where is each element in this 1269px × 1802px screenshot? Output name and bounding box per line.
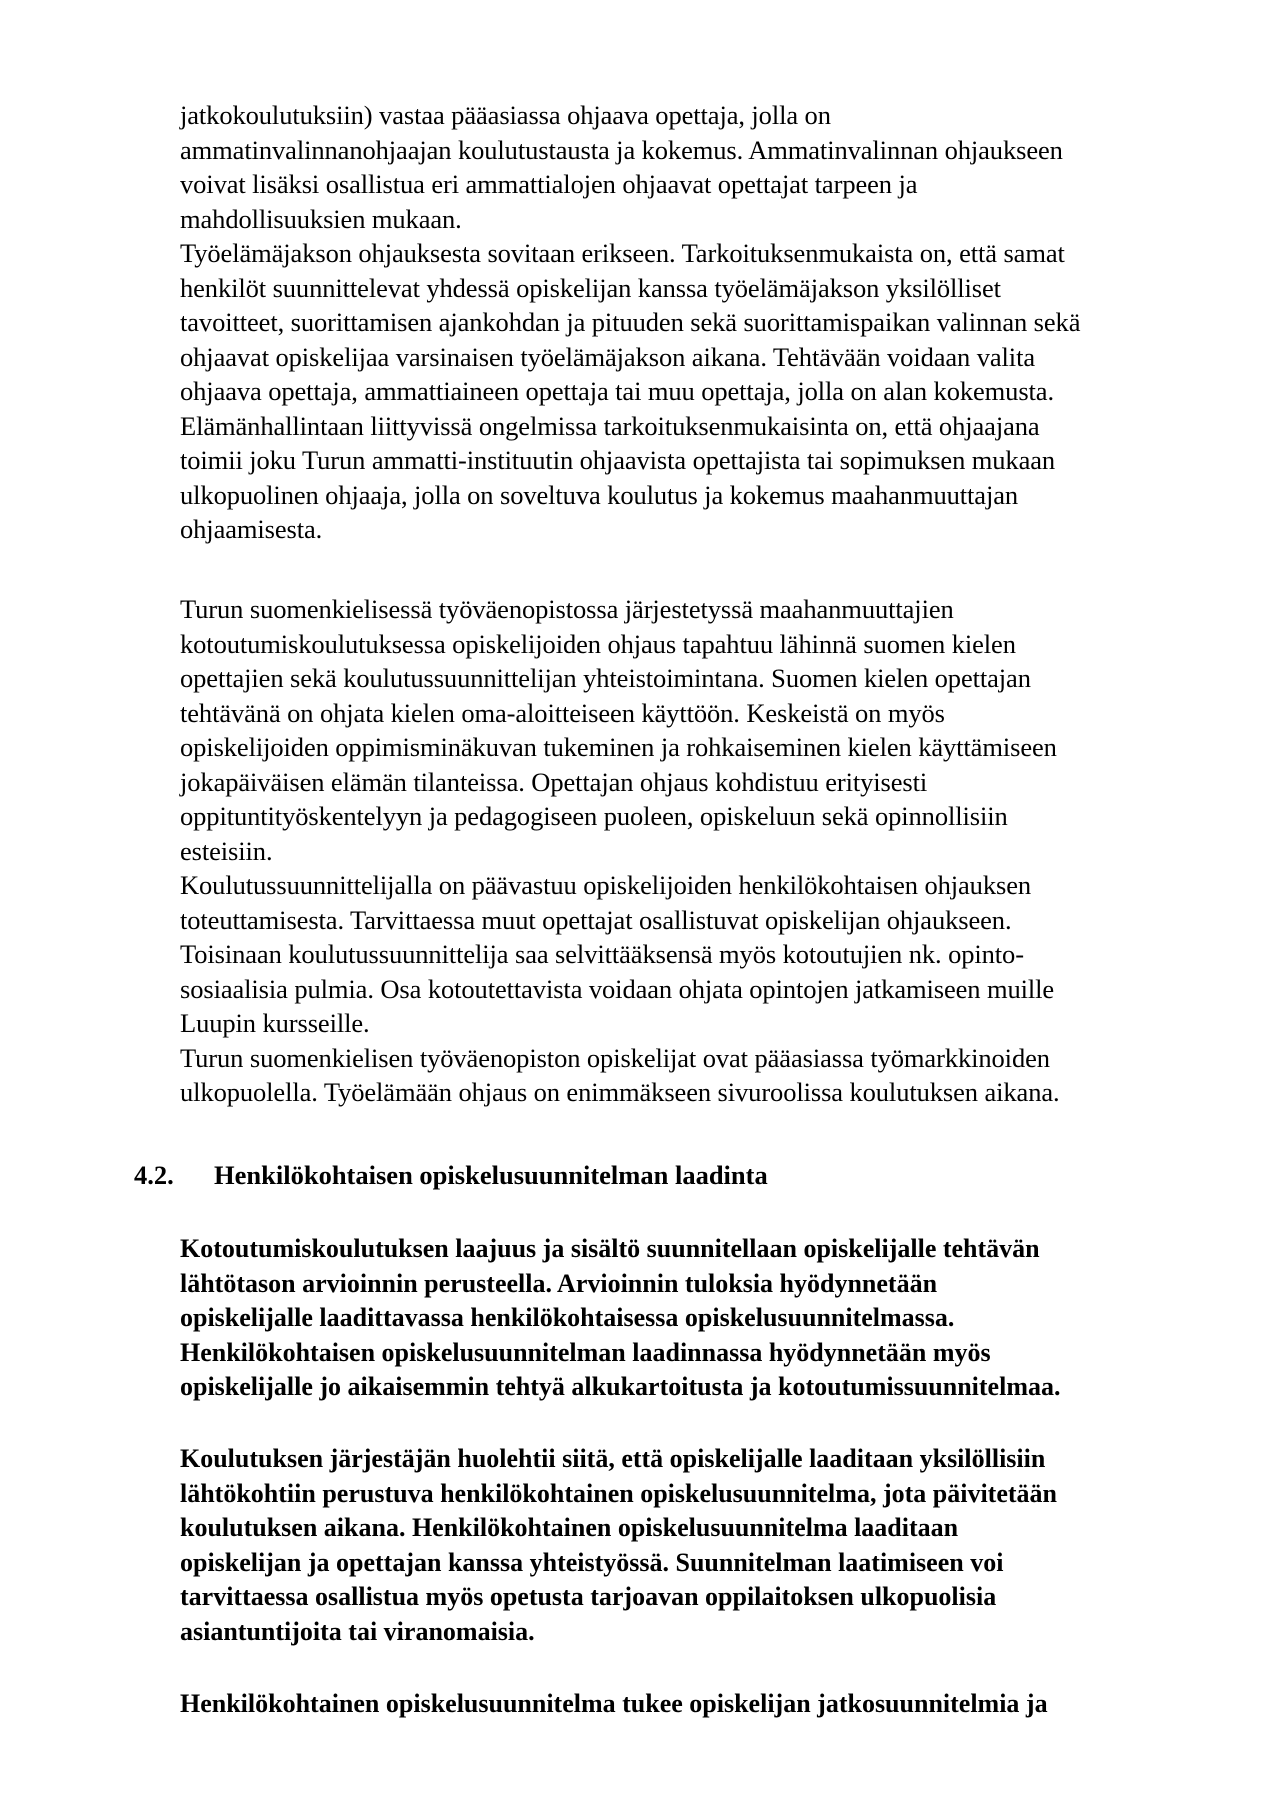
paragraph-jatkosuunnitelmat: Henkilökohtainen opiskelusuunnitelma tukee opiskelijan jatkosuunnitelmia ja [180,1689,1048,1718]
section-heading [134,1158,768,1193]
section-number: 4.2. [134,1160,174,1190]
paragraph-ohjaus-tyoelama: jatkokoulutuksiin) vastaa pääasiassa ohjaava opettaja, jolla on ammatinvalinnanohjaajan koulutustausta ja kokemus. Ammatinvalinnan ohjaukseen voivat lisäksi osallistua eri ammattialojen ohjaavat opettajat tarpeen ja mahdollisuuksien mukaan. Työelämäjakson ohjauksesta sovitaan erikseen. Tarkoituksenmukaista on, että samat henkilöt suunnittelevat yhdessä opiskelijan kanssa työelämäjakson yksilölliset tavoitteet, suorittamisen ajankohdan ja pituuden sekä suorittamispaikan valinnan sekä ohjaavat opiskelijaa varsinaisen työelämäjakson aikana. Tehtävään voidaan valita ohjaava opettaja, ammattiaineen opettaja tai muu opettaja, jolla on alan kokemusta. Elämänhallintaan liittyvissä ongelmissa tarkoituksenmukaisinta on, että ohjaajana toimii joku Turun ammatti-instituutin ohjaavista opettajista tai sopimuksen mukaan ulkopuolinen ohjaaja, jolla on soveltuva koulutus ja kokemus maahanmuuttajan ohjaamisesta. [180,100,1081,544]
section-title: Henkilökohtaisen opiskelusuunnitelman laadinta [214,1160,768,1190]
paragraph-laajuus-sisalto: Kotoutumiskoulutuksen laajuus ja sisältö suunnitellaan opiskelijalle tehtävän lähtötason arvioinnin perusteella. Arvioinnin tuloksia hyödynnetään opiskelijalle laadittavassa henkilökohtaisessa opiskelusuunnitelmassa. Henkilökohtaisen opiskelusuunnitelman laadinnassa hyödynnetään myös opiskelijalle jo aikaisemmin tehtyä alkukartoitusta ja kotoutumissuunnitelmaa. [180,1234,1061,1401]
paragraph-koulutuksen-jarjestaja: Koulutuksen järjestäjän huolehtii siitä, että opiskelijalle laaditaan yksilöllisiin lähtökohtiin perustuva henkilökohtainen opiskelusuunnitelma, jota päivitetään koulutuksen aikana. Henkilökohtainen opiskelusuunnitelma laaditaan opiskelijan ja opettajan kanssa yhteistyössä. Suunnitelman laatimiseen voi tarvittaessa osallistua myös opetusta tarjoavan oppilaitoksen ulkopuolisia asiantuntijoita tai viranomaisia. [180,1444,1057,1646]
paragraph-tyovaenopisto: Turun suomenkielisessä työväenopistossa järjestetyssä maahanmuuttajien kotoutumiskoulutuksessa opiskelijoiden ohjaus tapahtuu lähinnä suomen kielen opettajien sekä koulutussuunnittelijan yhteistoimintana. Suomen kielen opettajan tehtävänä on ohjata kielen oma-aloitteiseen käyttöön. Keskeistä on myös opiskelijoiden oppimisminäkuvan tukeminen ja rohkaiseminen kielen käyttämiseen jokapäiväisen elämän tilanteissa. Opettajan ohjaus kohdistuu erityisesti oppituntityöskentelyyn ja pedagogiseen puoleen, opiskeluun sekä opinnollisiin esteisiin. Koulutussuunnittelijalla on päävastuu opiskelijoiden henkilökohtaisen ohjauksen toteuttamisesta. Tarvittaessa muut opettajat osallistuvat opiskelijan ohjaukseen. Toisinaan koulutussuunnittelija saa selvittääksensä myös kotoutujien nk. opinto- sosiaalisia pulmia. Osa kotoutettavista voidaan ohjata opintojen jatkamiseen muille Luupin kursseille. Turun suomenkielisen työväenopiston opiskelijat ovat pääasiassa työmarkkinoiden ulkopuolella. Työelämään ohjaus on enimmäkseen sivuroolissa koulutuksen aikana. [180,594,1060,1107]
